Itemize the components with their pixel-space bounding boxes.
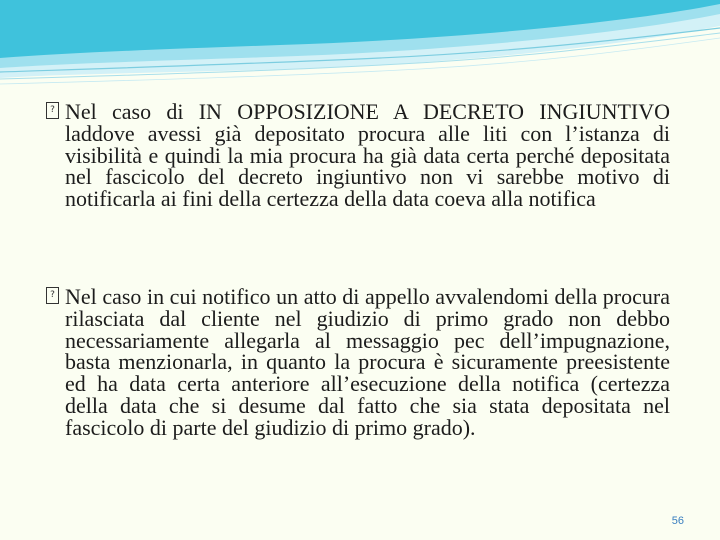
- page-number: 56: [671, 515, 684, 527]
- bullet-item: [52, 101, 670, 210]
- bullet-item: [52, 286, 670, 439]
- bullet-text: Nel caso in cui notifico un atto di appello avvalendomi della procura rilasciata dal cliente nel giudizio di primo grado non debbo necessariamente allegarla al messaggio pec dell’impugnazione, basta menzionarla, in quanto la procura è sicuramente preesistente ed ha data certa anteriore all’esecuzione della notifica (certezza della data che si desume dal fatto che sia stata depositata nel fascicolo di parte del giudizio di primo grado).: [65, 284, 670, 440]
- missing-glyph-box-icon: ?: [46, 102, 59, 119]
- missing-glyph-box-icon: ?: [46, 287, 59, 304]
- bullet-text: Nel caso di IN OPPOSIZIONE A DECRETO INGIUNTIVO laddove avessi già depositato procura alle liti con l’istanza di visibilità e quindi la mia procura ha già data certa perché depositata nel fascicolo del decreto ingiuntivo non vi sarebbe motivo di notificarla ai fini della certezza della data coeva alla notifica: [65, 99, 670, 212]
- header-wave-decoration: [0, 0, 720, 110]
